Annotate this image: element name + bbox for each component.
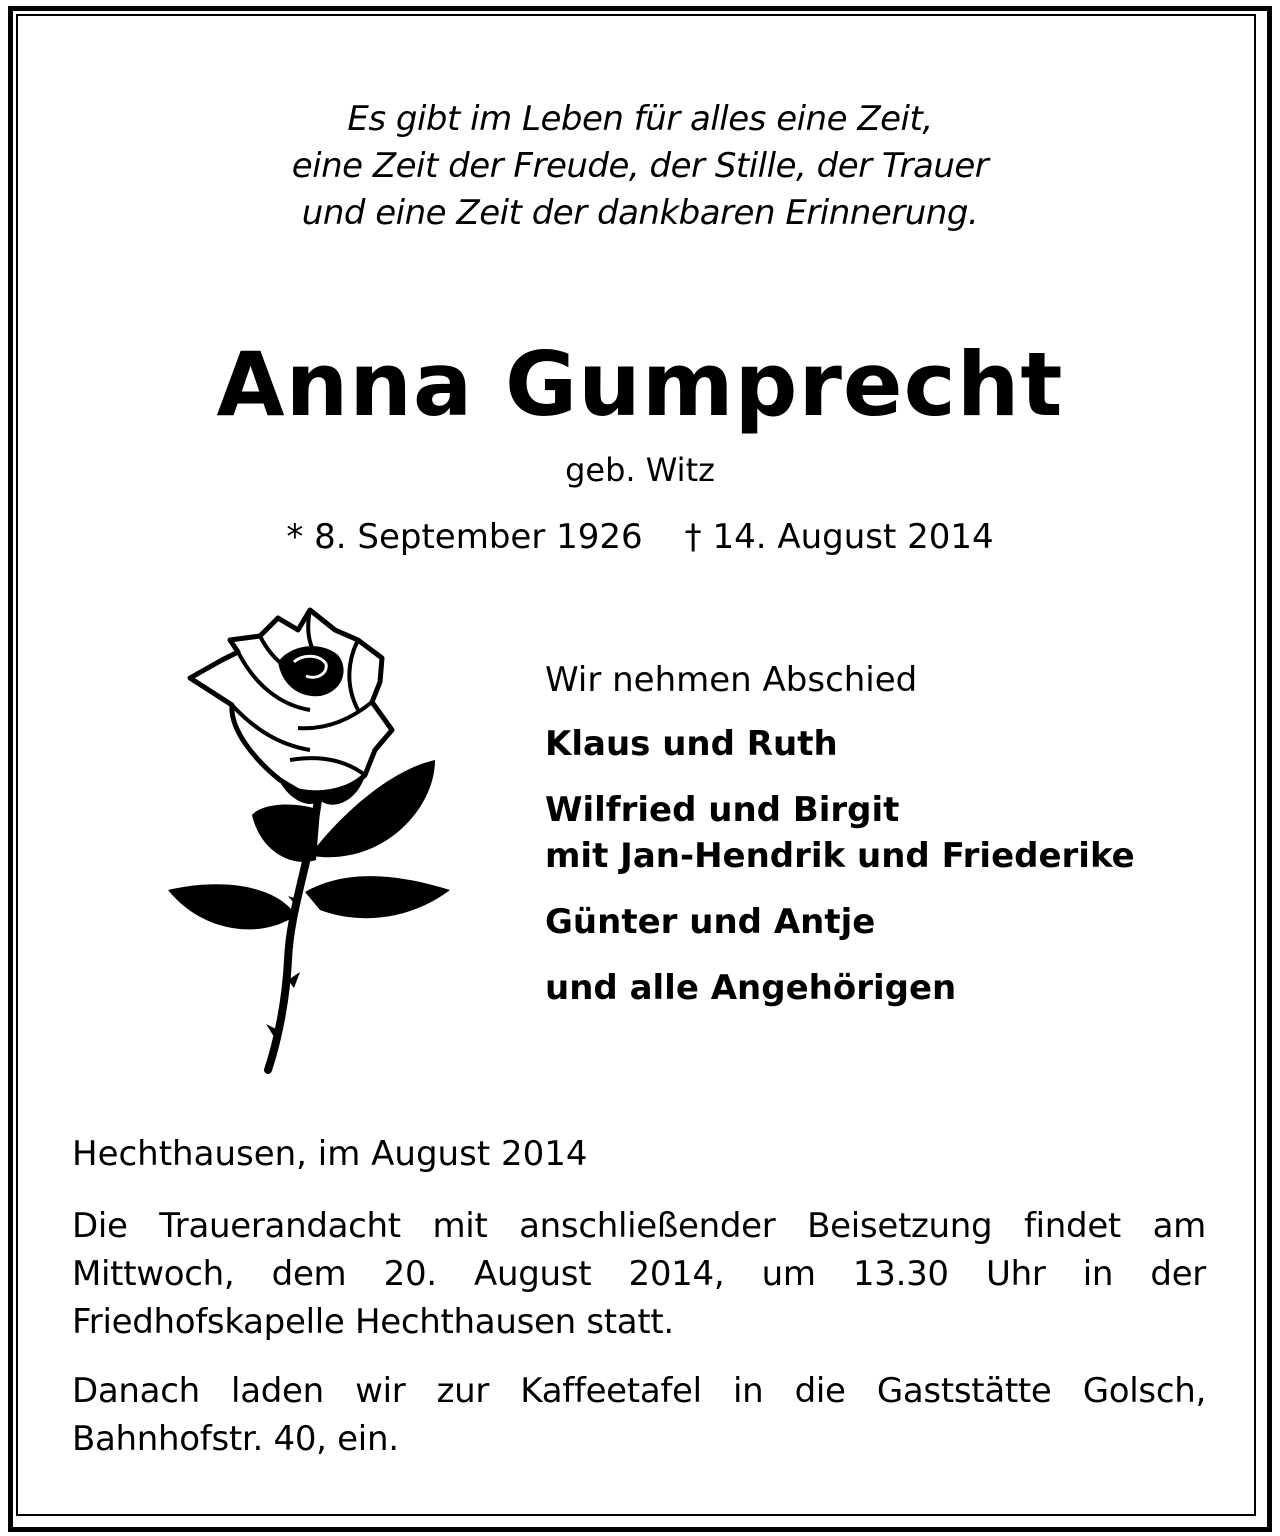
rose-bloom xyxy=(190,610,392,793)
deceased-name: Anna Gumprecht xyxy=(216,333,1064,436)
life-dates xyxy=(0,513,1280,561)
mourner-group xyxy=(545,787,1245,879)
maiden-name: geb. Witz xyxy=(565,451,715,489)
death-date: † 14. August 2014 xyxy=(684,517,994,557)
mourners-block xyxy=(545,655,1245,1031)
rose-leaf xyxy=(305,876,450,918)
motto-verse xyxy=(0,96,1280,237)
rose-leaf xyxy=(252,805,320,862)
motto-line: Es gibt im Leben für alles eine Zeit, xyxy=(347,99,933,139)
mourner-group xyxy=(545,899,1245,945)
mourner-line: mit Jan-Hendrik und Friederike xyxy=(545,836,1135,876)
place-date: Hechthausen, im August 2014 xyxy=(72,1134,588,1174)
birth-date: * 8. September 1926 xyxy=(286,517,643,557)
mourner-line: Wilfried und Birgit xyxy=(545,790,900,830)
reception-announcement: Danach laden wir zur Kaffeetafel in die Gaststätte Golsch, Bahnhofstr. 40, ein. xyxy=(72,1371,1206,1459)
mourner-group xyxy=(545,721,1245,767)
motto-line: eine Zeit der Freude, der Stille, der Trauer xyxy=(291,146,989,186)
mourner-line: Klaus und Ruth xyxy=(545,724,838,764)
motto-line: und eine Zeit der dankbaren Erinnerung. xyxy=(301,193,979,233)
service-announcement: Die Trauerandacht mit anschließender Beisetzung findet am Mittwoch, dem 20. August 2014, um 13.30 Uhr in der Friedhofskapelle Hechthausen statt. xyxy=(72,1206,1206,1342)
rose-icon xyxy=(160,600,470,1080)
mourner-line: und alle Angehörigen xyxy=(545,968,957,1008)
farewell-line: Wir nehmen Abschied xyxy=(545,660,918,700)
rose-leaf xyxy=(168,884,292,929)
mourner-group xyxy=(545,965,1245,1011)
mourner-line: Günter und Antje xyxy=(545,902,876,942)
